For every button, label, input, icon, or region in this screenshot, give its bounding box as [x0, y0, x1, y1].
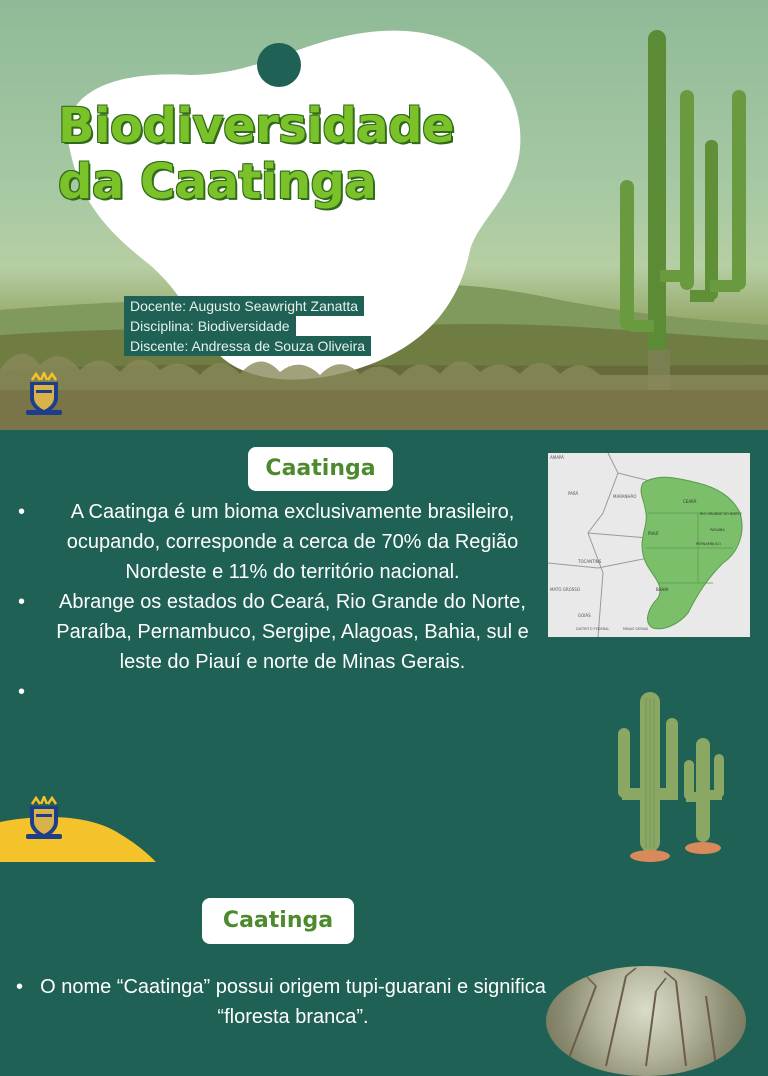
credits-block: [124, 296, 371, 356]
credit-discente: Discente: Andressa de Souza Oliveira: [124, 336, 371, 356]
map-label: GOIÁS: [578, 613, 591, 618]
bullet-text-2: Abrange os estados do Ceará, Rio Grande do Norte, Paraíba, Pernambuco, Sergipe, Alagoas, Bahia, sul e leste do Piauí e norte de Minas Gerais.: [56, 591, 529, 673]
map-label: MATO GROSSO: [550, 587, 580, 592]
map-label: RIO GRANDE DO NORTE: [700, 512, 742, 516]
map-label: MINAS GERAIS: [623, 627, 649, 631]
map-label: CEARÁ: [683, 499, 697, 504]
title-line-2: da Caatinga: [58, 154, 377, 210]
section-heading-text: Caatinga: [265, 456, 376, 481]
page-title: [58, 98, 454, 210]
university-crest-icon: [22, 796, 66, 840]
list-item: [40, 497, 545, 587]
section-heading-caatinga-2: [202, 898, 354, 944]
map-label: DISTRITO FEDERAL: [576, 627, 610, 631]
credit-disciplina: Disciplina: Biodiversidade: [124, 316, 296, 336]
map-label: AMAPÁ: [550, 455, 564, 460]
section-heading-caatinga: [248, 447, 393, 491]
scrub-vegetation: [0, 330, 768, 430]
dry-forest-image: [546, 966, 746, 1076]
caatinga-photo: [546, 966, 746, 1076]
list-item: [40, 587, 545, 677]
bullet-list-etymology: [38, 972, 548, 1032]
bullet-text-1: A Caatinga é um bioma exclusivamente brasileiro, ocupando, corresponde a cerca de 70% da Região Nordeste e 11% do território nacional.: [66, 501, 519, 583]
map-label: PARAÍBA: [710, 528, 725, 532]
cactus-illustration: [600, 688, 740, 864]
bullet-text-etymology: O nome “Caatinga” possui origem tupi-guarani e significa “floresta branca”.: [40, 976, 546, 1028]
map-label: PARÁ: [568, 491, 579, 496]
teal-dot: [257, 43, 301, 87]
map-label: PIAUÍ: [648, 531, 659, 536]
map-label: BAHIA: [656, 587, 669, 592]
brazil-northeast-map: [548, 453, 750, 637]
bullet-list-intro: [40, 497, 545, 707]
credit-docente: Docente: Augusto Seawright Zanatta: [124, 296, 364, 316]
list-item: [38, 972, 548, 1032]
university-crest-icon: [22, 372, 66, 416]
caatinga-map-image: [548, 453, 750, 637]
map-label: TOCANTINS: [578, 559, 602, 564]
title-line-1: Biodiversidade: [58, 98, 455, 154]
map-label: PERNAMBUCO: [696, 542, 721, 546]
title-slide: [0, 0, 768, 430]
section-heading-text: Caatinga: [222, 908, 334, 933]
list-item: [40, 677, 545, 707]
map-label: MARANHÃO: [613, 494, 637, 499]
